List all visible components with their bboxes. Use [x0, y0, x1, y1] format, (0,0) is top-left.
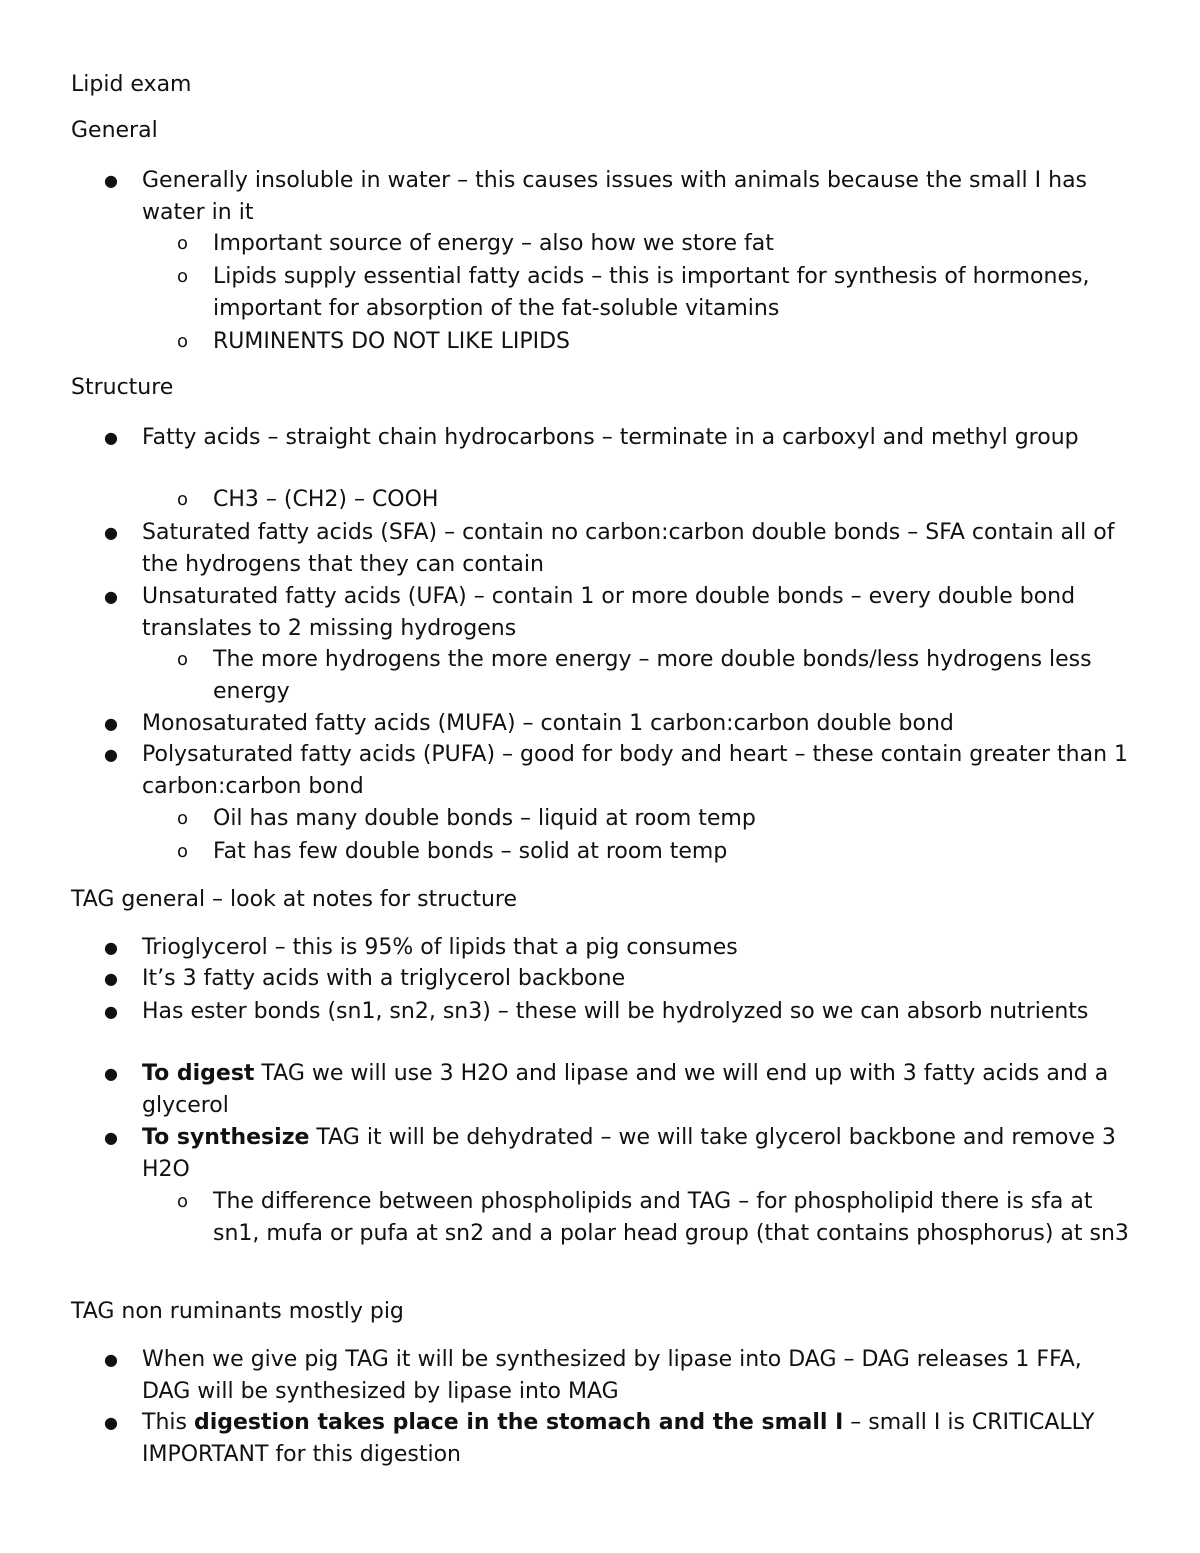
list-item	[104, 422, 1132, 454]
bullet-marker: ●	[104, 1128, 118, 1147]
bullet-marker: ●	[104, 714, 118, 733]
list-item-text: Fat has few double bonds – solid at room temp	[213, 839, 728, 864]
list-item-text: Monosaturated fatty acids (MUFA) – contain 1 carbon:carbon double bond	[142, 711, 954, 736]
bullet-marker: ●	[104, 969, 118, 988]
sub-bullet-marker: o	[177, 649, 189, 670]
list-item	[104, 932, 1132, 964]
list-item	[104, 581, 1132, 644]
list-item-text: Fatty acids – straight chain hydrocarbons – terminate in a carboxyl and methyl group	[142, 425, 1079, 450]
list-item	[104, 165, 1132, 228]
bullet-marker: ●	[104, 1413, 118, 1432]
document-title: Lipid exam	[71, 72, 192, 97]
list-item	[177, 326, 1133, 358]
list-item-text: The difference between phospholipids and TAG – for phospholipid there is sfa at sn1, mufa or pufa at sn2 and a polar head group (that contains phosphorus) at sn3	[213, 1189, 1129, 1246]
section-heading-tag-nonruminants: TAG non ruminants mostly pig	[71, 1299, 404, 1324]
emphasis-text: To digest	[142, 1061, 255, 1086]
emphasis-text: digestion takes place in the stomach and the small I	[193, 1410, 844, 1435]
bullet-marker: ●	[104, 171, 118, 190]
list-item-text: The more hydrogens the more energy – more double bonds/less hydrogens less energy	[213, 647, 1092, 704]
list-item-text: Lipids supply essential fatty acids – this is important for synthesis of hormones, important for absorption of the fat-soluble vitamins	[213, 264, 1090, 321]
section-heading-general: General	[71, 118, 158, 143]
sub-bullet-marker: o	[177, 808, 189, 829]
list-item	[104, 996, 1132, 1028]
emphasis-text: To synthesize	[142, 1125, 310, 1150]
sub-bullet-marker: o	[177, 233, 189, 254]
bullet-marker: ●	[104, 1350, 118, 1369]
list-item-text: Important source of energy – also how we store fat	[213, 231, 774, 256]
list-item-text: It’s 3 fatty acids with a triglycerol backbone	[142, 966, 626, 991]
sub-bullet-marker: o	[177, 266, 189, 287]
list-item-text: This	[142, 1410, 194, 1435]
list-item	[177, 803, 1133, 835]
sub-bullet-marker: o	[177, 1191, 189, 1212]
list-item	[177, 484, 1133, 516]
list-item-text: When we give pig TAG it will be synthesized by lipase into DAG – DAG releases 1 FFA, DAG will be synthesized by lipase into MAG	[142, 1347, 1082, 1404]
list-item-text: TAG we will use 3 H2O and lipase and we will end up with 3 fatty acids and a glycerol	[142, 1061, 1109, 1118]
list-item	[104, 708, 1132, 740]
bullet-marker: ●	[104, 1064, 118, 1083]
bullet-marker: ●	[104, 523, 118, 542]
sub-bullet-marker: o	[177, 331, 189, 352]
list-item-text: Has ester bonds (sn1, sn2, sn3) – these will be hydrolyzed so we can absorb nutrients	[142, 999, 1089, 1024]
bullet-marker: ●	[104, 1002, 118, 1021]
list-item	[177, 1186, 1133, 1249]
list-item	[104, 1122, 1132, 1185]
sub-bullet-marker: o	[177, 841, 189, 862]
list-item-text: Trioglycerol – this is 95% of lipids that a pig consumes	[142, 935, 738, 960]
list-item-text: Saturated fatty acids (SFA) – contain no carbon:carbon double bonds – SFA contain all of the hydrogens that they can contain	[142, 520, 1115, 577]
bullet-marker: ●	[104, 745, 118, 764]
list-item	[104, 517, 1132, 580]
list-item	[104, 963, 1132, 995]
list-item	[177, 836, 1133, 868]
list-item-text: RUMINENTS DO NOT LIKE LIPIDS	[213, 329, 570, 354]
list-item	[177, 228, 1133, 260]
list-item	[177, 261, 1133, 324]
list-item	[104, 1344, 1132, 1407]
sub-bullet-marker: o	[177, 489, 189, 510]
section-heading-tag-general: TAG general – look at notes for structure	[71, 887, 518, 912]
section-heading-structure: Structure	[71, 375, 174, 400]
bullet-marker: ●	[104, 938, 118, 957]
list-item-text: Unsaturated fatty acids (UFA) – contain 1 or more double bonds – every double bond translates to 2 missing hydrogens	[142, 584, 1076, 641]
list-item	[104, 1407, 1132, 1470]
list-item	[104, 739, 1132, 802]
list-item	[177, 644, 1133, 707]
bullet-marker: ●	[104, 587, 118, 606]
list-item-text: Generally insoluble in water – this causes issues with animals because the small I has water in it	[142, 168, 1088, 225]
list-item-text: Oil has many double bonds – liquid at room temp	[213, 806, 756, 831]
list-item-text: – small I is CRITICALLY IMPORTANT for this digestion	[142, 1410, 1095, 1467]
list-item-text: Polysaturated fatty acids (PUFA) – good for body and heart – these contain greater than 1 carbon:carbon bond	[142, 742, 1129, 799]
bullet-marker: ●	[104, 428, 118, 447]
list-item-text: CH3 – (CH2) – COOH	[213, 487, 439, 512]
list-item-text: TAG it will be dehydrated – we will take glycerol backbone and remove 3 H2O	[142, 1125, 1116, 1182]
list-item	[104, 1058, 1132, 1121]
